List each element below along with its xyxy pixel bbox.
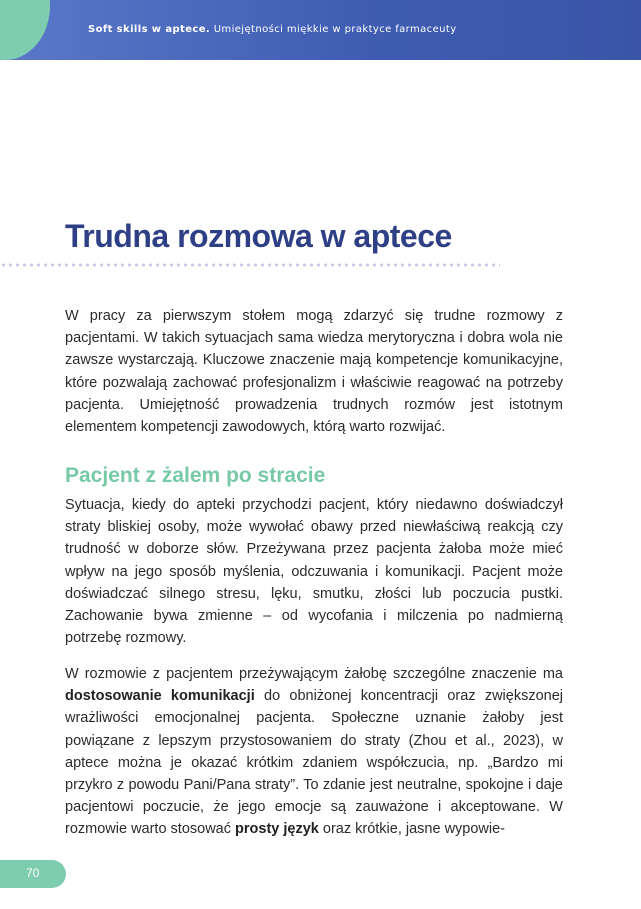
section-paragraph-1: Sytuacja, kiedy do apteki przychodzi pacjent, który niedawno doświadczył straty bliskiej osoby, może wywołać obawy przed niewłaściwą reakcją czy trudność w doborze słów. Przeżywana przez pacjenta żałoba może mieć wpływ na jego sposób myślenia, odczuwania i komunikacji. Pacjent może doświadczać silnego stresu, lęku, smutku, złości lub poczucia pustki. Zachowanie bywa zmienne – od wycofania i milczenia po nadmierną potrzebę rozmowy. xyxy=(65,497,563,647)
page-number: 70 xyxy=(26,866,40,880)
book-subtitle: Umiejętności miękkie w praktyce farmaceuty xyxy=(213,24,457,35)
paragraph-text: do obniżonej koncentracji oraz zwiększonej wrażliwości emocjonalnej pacjenta. Społeczne uznanie żałoby jest powiązane z lepszym przystosowaniem do straty (Zhou et al., 2023), w aptece można je okazać krótkim zdaniem współczucia, np. „Bardzo mi przykro z powodu Pani/Pana straty”. To zdanie jest neutralne, spokojne i daje pacjentowi poczucie, że jego emocje są zauważone i akceptowane. W rozmowie warto stosować xyxy=(65,688,563,838)
running-header xyxy=(88,24,457,35)
book-title: Soft skills w aptece. xyxy=(88,24,211,35)
bold-phrase-communication: dostosowanie komunikacji xyxy=(65,688,255,705)
paragraph-text: oraz krótkie, jasne wypowie- xyxy=(318,821,506,838)
paragraph-text: W rozmowie z pacjentem przeżywającym żałobę szczególne znaczenie ma xyxy=(65,666,563,682)
section-heading: Pacjent z żalem po stracie xyxy=(65,464,326,487)
intro-paragraph: W pracy za pierwszym stołem mogą zdarzyć się trudne rozmowy z pacjentami. W takich sytuacjach sama wiedza merytoryczna i dobra wola nie zawsze wystarczają. Kluczowe znaczenie mają kompetencje komunikacyjne, które pozwalają zachować profesjonalizm i właściwie reagować na potrzeby pacjenta. Umiejętność prowadzenia trudnych rozmów jest istotnym elementem kompetencji zawodowych, którą warto rozwijać. xyxy=(65,308,563,436)
dotted-divider xyxy=(0,262,500,268)
page-number-tab xyxy=(0,860,66,888)
bold-phrase-simple-language: prosty język xyxy=(235,821,319,838)
page-header xyxy=(0,0,641,60)
section-paragraph-2 xyxy=(65,663,563,841)
header-decoration xyxy=(0,0,50,60)
page-title: Trudna rozmowa w aptece xyxy=(65,218,452,254)
